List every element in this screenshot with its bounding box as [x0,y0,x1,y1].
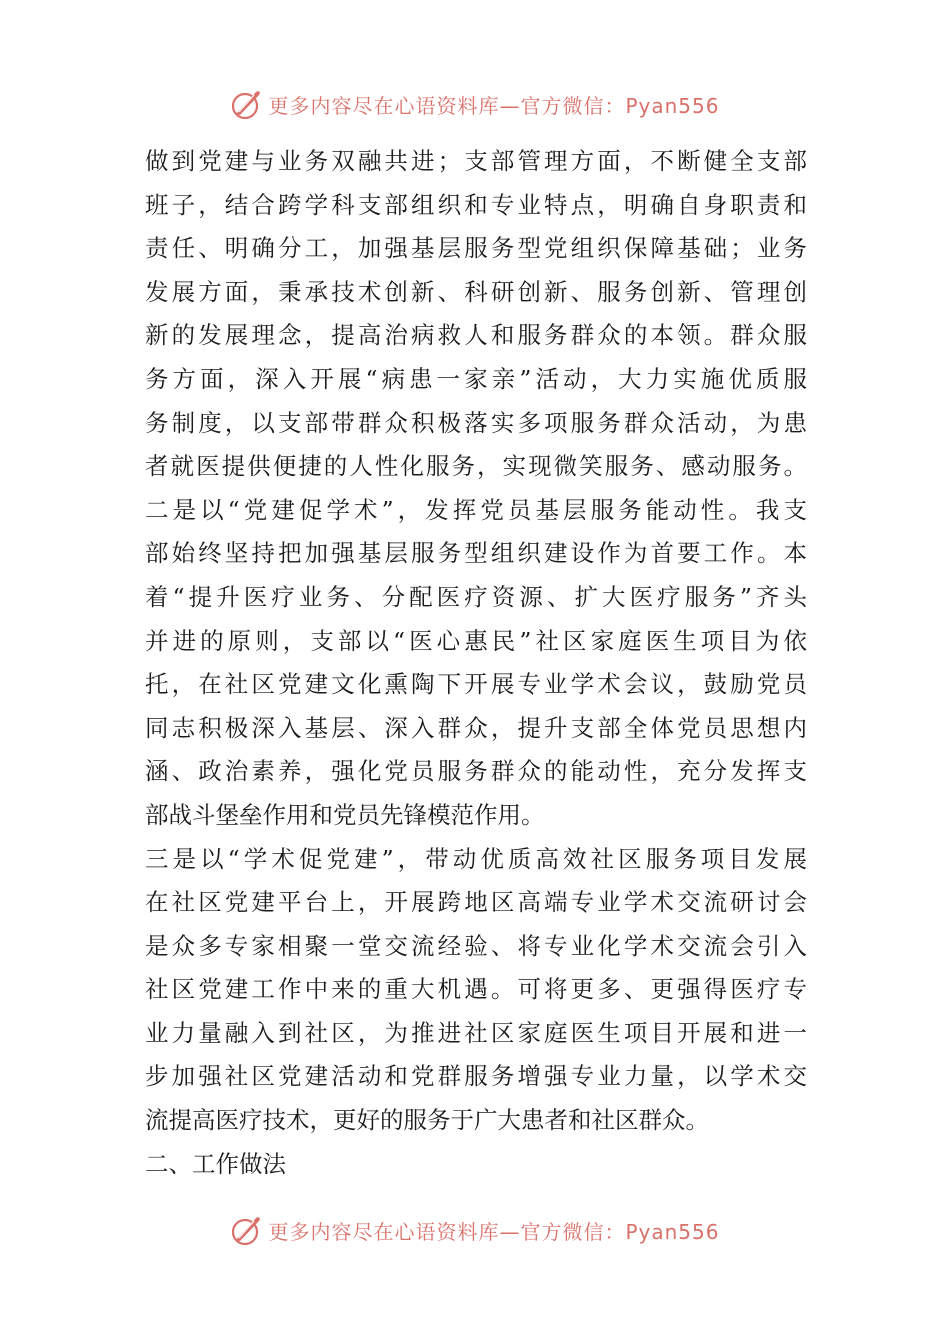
text-line: 业力量融入到社区，为推进社区家庭医生项目开展和进一 [145,1018,807,1047]
footer-watermark-text: 更多内容尽在心语资料库—官方微信：Pyan556 [268,1219,720,1244]
text-line: 是众多专家相聚一堂交流经验、将专业化学术交流会引入 [145,931,807,960]
text-line: 新的发展理念，提高治病救人和服务群众的本领。群众服 [145,321,807,350]
header-watermark-text: 更多内容尽在心语资料库—官方微信：Pyan556 [268,93,720,118]
text-line: 着“提升医疗业务、分配医疗资源、扩大医疗服务”齐头 [145,582,807,611]
document-body [145,140,807,1186]
text-line: 三是以“学术促党建”，带动优质高效社区服务项目发展 [145,844,807,873]
text-line: 涵、政治素养，强化党员服务群众的能动性，充分发挥支 [145,757,807,786]
header-watermark-banner [0,84,950,124]
text-line: 同志积极深入基层、深入群众，提升支部全体党员思想内 [145,713,807,742]
text-line: 二是以“党建促学术”，发挥党员基层服务能动性。我支 [145,495,807,524]
text-line: 者就医提供便捷的人性化服务，实现微笑服务、感动服务。 [145,452,807,481]
text-line: 托，在社区党建文化熏陶下开展专业学术会议，鼓励党员 [145,670,807,699]
text-line: 班子，结合跨学科支部组织和专业特点，明确自身职责和 [145,190,807,219]
text-line: 责任、明确分工，加强基层服务型党组织保障基础；业务 [145,234,807,263]
text-line: 部战斗堡垒作用和党员先锋模范作用。 [145,800,545,829]
text-line: 社区党建工作中来的重大机遇。可将更多、更强得医疗专 [145,975,807,1004]
text-line: 流提高医疗技术，更好的服务于广大患者和社区群众。 [145,1106,709,1135]
text-line: 务方面，深入开展“病患一家亲”活动，大力实施优质服 [145,364,807,393]
text-line: 部始终坚持把加强基层服务型组织建设作为首要工作。本 [145,539,807,568]
text-line: 并进的原则，支部以“医心惠民”社区家庭医生项目为依 [145,626,807,655]
quill-pen-logo-icon [230,1213,264,1247]
text-line: 步加强社区党建活动和党群服务增强专业力量，以学术交 [145,1062,807,1091]
text-line: 二、工作做法 [145,1149,286,1178]
text-line: 做到党建与业务双融共进；支部管理方面，不断健全支部 [145,147,807,175]
text-line: 务制度，以支部带群众积极落实多项服务群众活动，为患 [145,408,807,437]
text-line: 发展方面，秉承技术创新、科研创新、服务创新、管理创 [145,277,807,306]
footer-watermark-banner [0,1210,950,1250]
text-line: 在社区党建平台上，开展跨地区高端专业学术交流研讨会 [145,888,807,917]
quill-pen-logo-icon [230,87,264,121]
